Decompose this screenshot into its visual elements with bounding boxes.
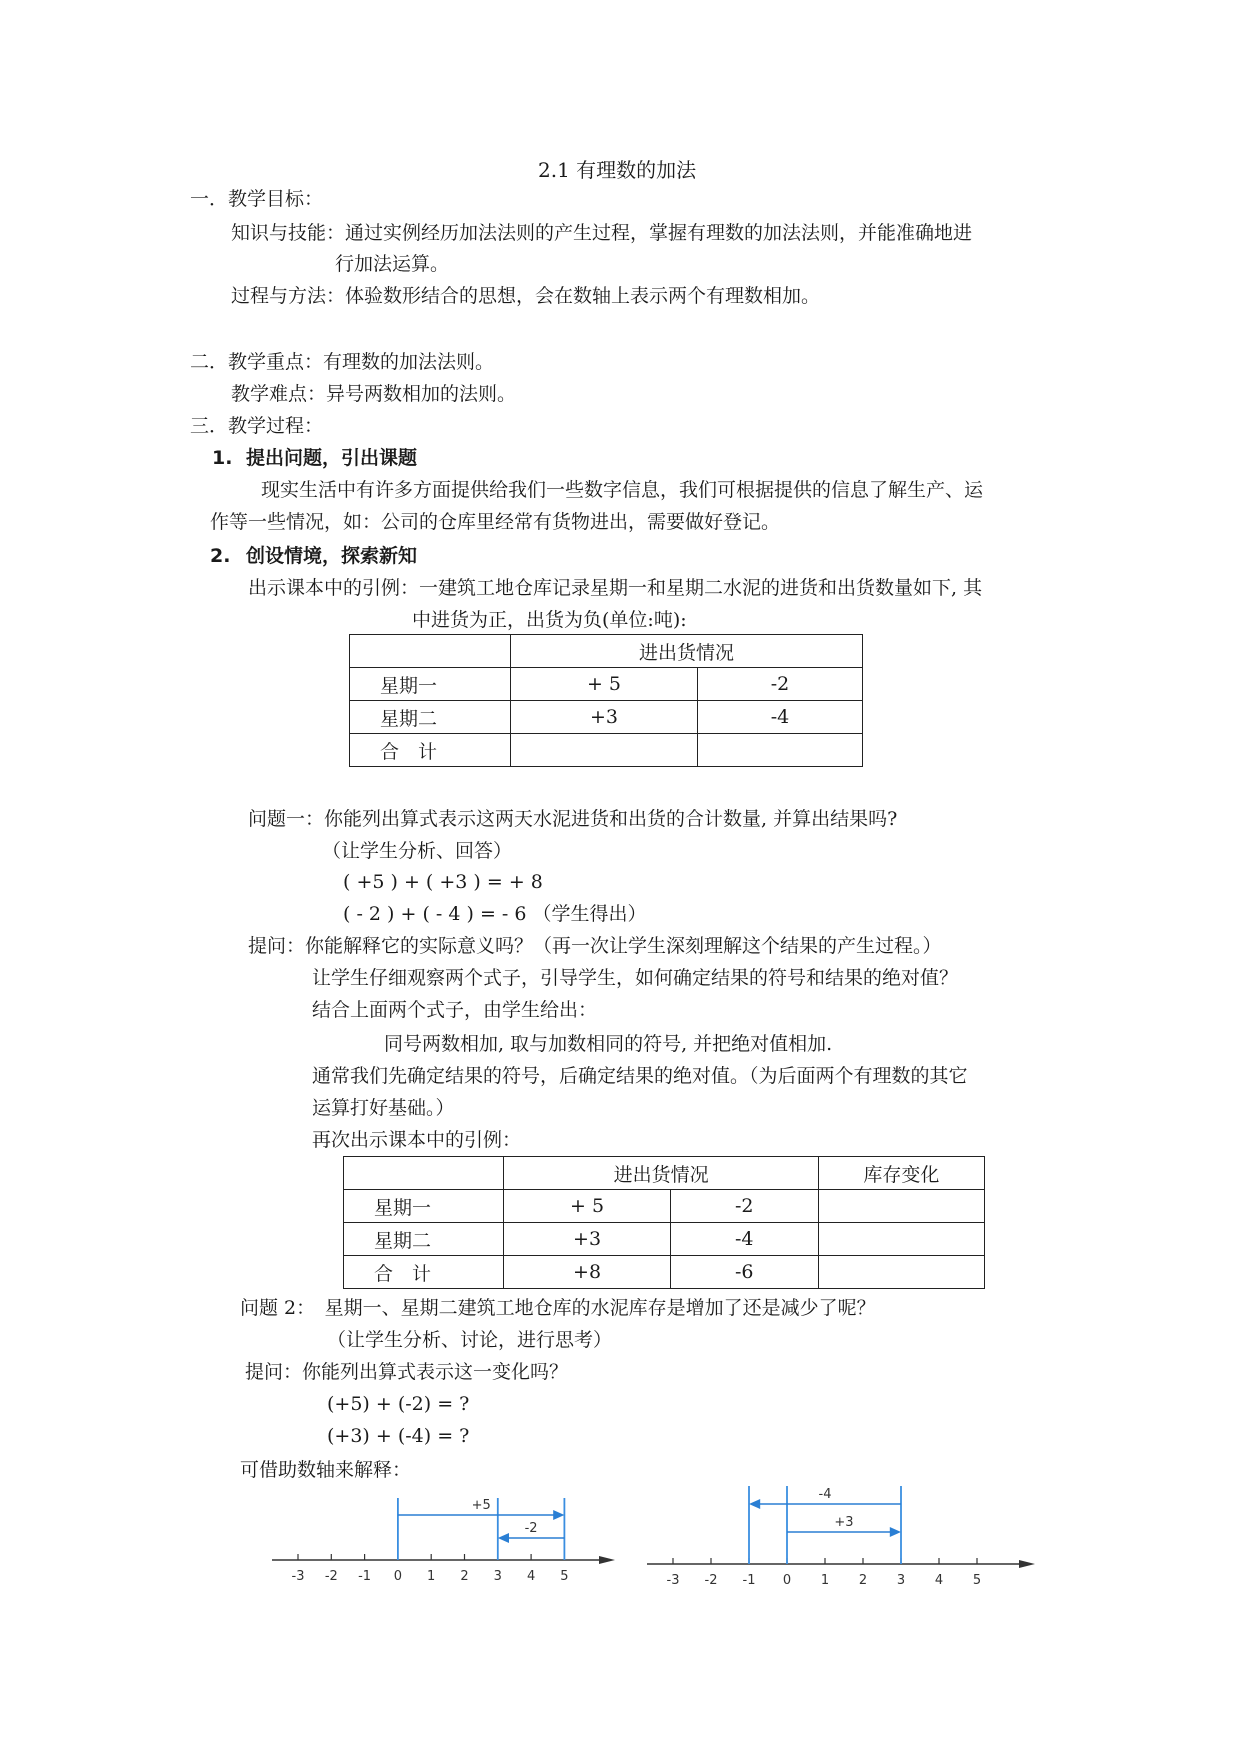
axis-tick-label: 5 <box>972 1573 982 1588</box>
table-header-in-out: 进出货情况 <box>511 635 863 668</box>
axis-tick-label: -1 <box>358 1569 372 1584</box>
number-line-left <box>270 1490 630 1600</box>
example-intro-line1: 出示课本中的引例：一建筑工地仓库记录星期一和星期二水泥的进货和出货数量如下, 其 <box>248 577 983 599</box>
section-key-point: 二．教学重点：有理数的加法法则。 <box>190 351 495 373</box>
table-header-in-out: 进出货情况 <box>504 1157 818 1190</box>
axis-tick-label: 1 <box>427 1569 436 1584</box>
table-row <box>344 1256 985 1289</box>
arrow-head <box>890 1527 901 1537</box>
cell-out <box>698 734 863 767</box>
ask-expression: 提问：你能列出算式表示这一变化吗？ <box>245 1361 569 1383</box>
axis-tick-label: 3 <box>493 1569 502 1584</box>
table-header-stock-change: 库存变化 <box>818 1157 984 1190</box>
axis-arrow-icon <box>599 1556 615 1564</box>
axis-tick-label: -2 <box>324 1569 338 1584</box>
table-row <box>350 635 863 668</box>
arrow-label: +3 <box>834 1515 854 1530</box>
table-row <box>350 734 863 767</box>
row-label: 合 计 <box>344 1256 504 1289</box>
row-label: 星期一 <box>350 668 511 701</box>
axis-tick-label: 3 <box>896 1573 906 1588</box>
cell-in: + 5 <box>504 1190 670 1223</box>
arrow-label: -2 <box>524 1521 538 1536</box>
ask-meaning: 提问：你能解释它的实际意义吗？（再一次让学生深刻理解这个结果的产生过程。） <box>248 935 942 957</box>
step1-title: 提出问题，引出课题 <box>246 447 418 469</box>
table-row <box>344 1223 985 1256</box>
axis-tick-label: 0 <box>393 1569 403 1584</box>
arrow-label: +5 <box>471 1498 491 1513</box>
table-cell <box>344 1157 504 1190</box>
axis-tick-label: 4 <box>526 1569 536 1584</box>
cell-out: -4 <box>670 1223 818 1256</box>
cell-out: -2 <box>670 1190 818 1223</box>
axis-tick-label: 4 <box>934 1573 944 1588</box>
cell-in: + 5 <box>511 668 698 701</box>
row-label: 星期二 <box>344 1223 504 1256</box>
arrow-label: -4 <box>818 1487 832 1502</box>
table-row <box>350 701 863 734</box>
section-heading-process: 三．教学过程： <box>190 415 324 437</box>
step1-paragraph-line2: 作等一些情况，如：公司的仓库里经常有货物进出，需要做好登记。 <box>210 511 781 533</box>
axis-tick-label: -2 <box>704 1573 718 1588</box>
step2-number: 2. <box>210 545 231 567</box>
step1-number: 1. <box>212 447 233 469</box>
objective-knowledge-line1: 知识与技能：通过实例经历加法法则的产生过程，掌握有理数的加法法则，并能准确地进 <box>231 222 973 244</box>
row-label: 星期一 <box>344 1190 504 1223</box>
axis-tick-label: -1 <box>742 1573 756 1588</box>
section-difficult-point: 教学难点：异号两数相加的法则。 <box>231 383 517 405</box>
page-title: 2.1 有理数的加法 <box>538 158 697 182</box>
equation-4: (+3) + (-4) = ? <box>327 1425 470 1447</box>
usual-note-line2: 运算打好基础。） <box>312 1097 455 1119</box>
observe-instruction: 让学生仔细观察两个式子，引导学生，如何确定结果的符号和结果的绝对值？ <box>312 967 959 989</box>
number-line-right <box>645 1480 1045 1600</box>
equation-3: (+5) + (-2) = ? <box>327 1393 470 1415</box>
cell-change <box>818 1223 984 1256</box>
stock-table-1 <box>349 634 863 767</box>
step2-title: 创设情境，探索新知 <box>246 545 418 567</box>
table-row <box>350 668 863 701</box>
axis-tick-label: 0 <box>782 1573 792 1588</box>
row-label: 合 计 <box>350 734 511 767</box>
step1-paragraph-line1: 现实生活中有许多方面提供给我们一些数字信息，我们可根据提供的信息了解生产、运 <box>261 479 984 501</box>
row-label: 星期二 <box>350 701 511 734</box>
arrow-head <box>553 1510 564 1520</box>
cell-change <box>818 1256 984 1289</box>
usual-note-line1: 通常我们先确定结果的符号，后确定结果的绝对值。（为后面两个有理数的其它 <box>312 1065 968 1087</box>
section-heading-objectives: 一．教学目标： <box>190 188 324 210</box>
question-2-note: （让学生分析、讨论，进行思考） <box>327 1329 613 1351</box>
objective-knowledge-line2: 行加法运算。 <box>335 253 450 275</box>
cell-in: +3 <box>504 1223 670 1256</box>
table-row <box>344 1190 985 1223</box>
question-2: 问题 2： 星期一、星期二建筑工地仓库的水泥库存是增加了还是减少了呢？ <box>240 1297 876 1319</box>
axis-tick-label: -3 <box>666 1573 680 1588</box>
cell-out: -4 <box>698 701 863 734</box>
stock-table-2 <box>343 1156 985 1289</box>
table-row <box>344 1157 985 1190</box>
axis-arrow-icon <box>1019 1560 1035 1568</box>
axis-tick-label: 5 <box>560 1569 569 1584</box>
axis-tick-label: -3 <box>291 1569 305 1584</box>
example-intro-line2: 中进货为正，出货为负(单位:吨): <box>412 609 687 631</box>
arrow-head <box>749 1499 760 1509</box>
table-cell <box>350 635 511 668</box>
cell-change <box>818 1190 984 1223</box>
objective-process: 过程与方法：体验数形结合的思想，会在数轴上表示两个有理数相加。 <box>231 285 821 307</box>
arrow-head <box>498 1533 509 1543</box>
question-1-note: （让学生分析、回答） <box>322 840 513 862</box>
question-1: 问题一：你能列出算式表示这两天水泥进货和出货的合计数量, 并算出结果吗? <box>248 808 898 830</box>
cell-in <box>511 734 698 767</box>
axis-tick-label: 2 <box>460 1569 469 1584</box>
combine-instruction: 结合上面两个式子，由学生给出： <box>312 999 598 1021</box>
cell-in: +8 <box>504 1256 670 1289</box>
axis-tick-label: 2 <box>858 1573 868 1588</box>
axis-tick-label: 1 <box>820 1573 830 1588</box>
addition-rule: 同号两数相加, 取与加数相同的符号, 并把绝对值相加. <box>384 1033 833 1055</box>
equation-2: ( - 2 ) + ( - 4 ) = - 6 （学生得出） <box>343 903 647 925</box>
number-line-intro: 可借助数轴来解释： <box>240 1459 412 1481</box>
cell-in: +3 <box>511 701 698 734</box>
cell-out: -6 <box>670 1256 818 1289</box>
example-again: 再次出示课本中的引例： <box>312 1129 522 1151</box>
cell-out: -2 <box>698 668 863 701</box>
equation-1: ( +5 ) + ( +3 ) = + 8 <box>343 871 543 893</box>
